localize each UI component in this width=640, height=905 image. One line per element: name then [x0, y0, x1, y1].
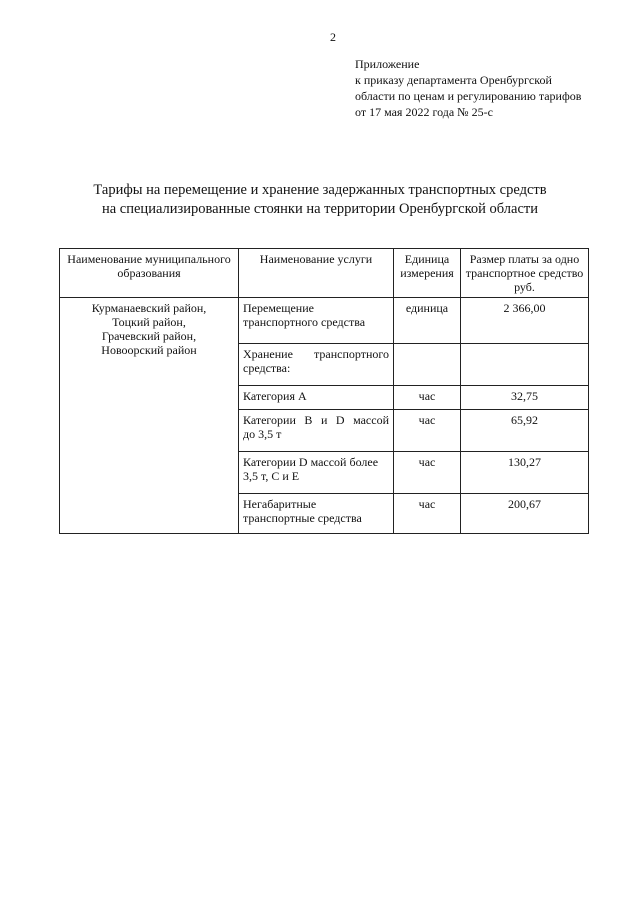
unit-cell: час — [394, 386, 461, 410]
price-cell: 2 366,00 — [461, 298, 589, 344]
appendix-line: области по ценам и регулированию тарифов — [355, 89, 582, 103]
price-cell: 200,67 — [461, 494, 589, 534]
table-header-row — [60, 249, 589, 298]
table-row — [60, 298, 589, 344]
price-cell: 32,75 — [461, 386, 589, 410]
service-line: транспортные средства — [243, 511, 362, 525]
price-cell — [461, 344, 589, 386]
unit-cell: единица — [394, 298, 461, 344]
header-unit: Единица измерения — [394, 249, 461, 298]
service-cell — [239, 494, 394, 534]
service-line: транспортного средства — [243, 315, 366, 329]
service-cell — [239, 298, 394, 344]
appendix-line: от 17 мая 2022 года № 25-с — [355, 105, 493, 119]
service-line: средства: — [243, 361, 291, 375]
service-cell — [239, 386, 394, 410]
service-line: Хранение транспортного — [243, 347, 389, 361]
service-cell — [239, 452, 394, 494]
municipality-line: Курманаевский район, — [91, 301, 207, 315]
title-line-1: Тарифы на перемещение и хранение задержанных транспортных средств — [93, 182, 547, 198]
title-line-2: на специализированные стоянки на территории Оренбургской области — [101, 201, 539, 217]
page-number: 2 — [330, 30, 336, 44]
header-service: Наименование услуги — [239, 249, 394, 298]
municipality-line: Тоцкий район, — [112, 315, 186, 329]
unit-cell: час — [394, 410, 461, 452]
unit-cell: час — [394, 494, 461, 534]
header-municipality: Наименование муниципального образования — [60, 249, 239, 298]
service-cell — [239, 344, 394, 386]
tariffs-table — [59, 248, 589, 534]
service-line: Негабаритные — [243, 497, 317, 511]
unit-cell: час — [394, 452, 461, 494]
service-line: Категории D массой более — [243, 455, 379, 469]
service-cell — [239, 410, 394, 452]
document-title — [0, 181, 640, 219]
service-line: Перемещение — [243, 301, 314, 315]
price-cell: 130,27 — [461, 452, 589, 494]
service-line: 3,5 т, С и Е — [243, 469, 300, 483]
appendix-line: Приложение — [355, 57, 420, 71]
municipality-line: Грачевский район, — [101, 329, 197, 343]
price-cell: 65,92 — [461, 410, 589, 452]
service-line: до 3,5 т — [243, 427, 282, 441]
appendix-block — [355, 56, 581, 120]
appendix-line: к приказу департамента Оренбургской — [355, 73, 552, 87]
service-line: Категория А — [243, 389, 307, 403]
municipality-cell — [60, 298, 239, 534]
municipality-line: Новоорский район — [101, 343, 197, 357]
header-price: Размер платы за одно транспортное средство руб. — [461, 249, 589, 298]
unit-cell — [394, 344, 461, 386]
service-line: Категории В и D массой — [243, 413, 389, 427]
